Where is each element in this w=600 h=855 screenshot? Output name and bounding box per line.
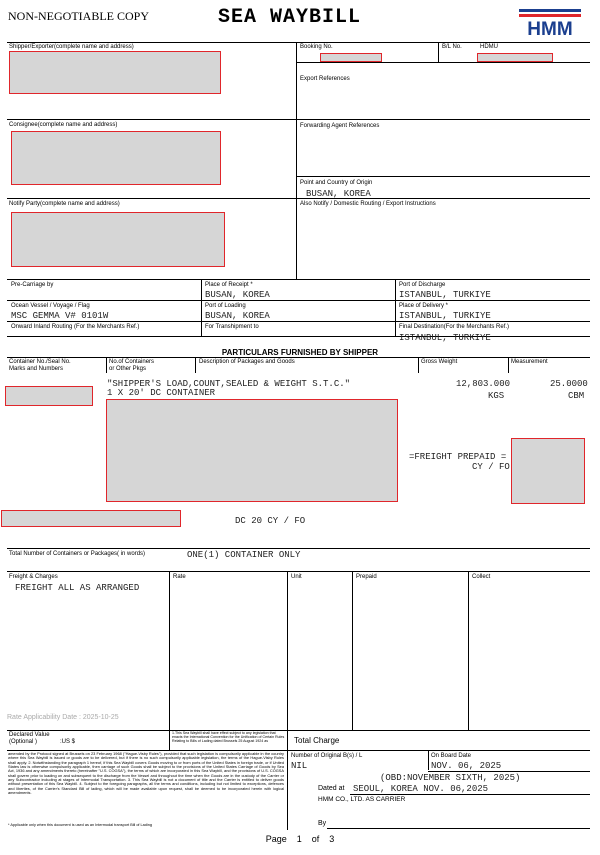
consignee-label: Consignee(complete name and address) [9, 122, 118, 128]
origin-label: Point and Country of Origin [300, 180, 373, 186]
page-label: Page [265, 834, 287, 844]
col-freight-charges-label: Freight & Charges [9, 574, 58, 580]
copy-type: NON-NEGOTIABLE COPY [8, 9, 149, 23]
side-redaction [511, 438, 585, 504]
weight-unit: KGS [488, 391, 505, 401]
col-collect-label: Collect [472, 574, 491, 580]
container-number-redaction [5, 386, 93, 406]
transhipment-label: For Transhipment to [205, 324, 259, 330]
document-title: SEA WAYBILL [218, 6, 362, 29]
freight-prepaid-line-2: CY / FO [472, 462, 510, 472]
col-other-pkgs-label: or Other Pkgs [109, 366, 147, 372]
port-of-discharge-value: ISTANBUL, TURKIYE [399, 290, 491, 300]
col-rate-label: Rate [173, 574, 186, 580]
particulars-heading: PARTICULARS FURNISHED BY SHIPPER [221, 348, 379, 357]
shipper-label: Shipper/Exporter(complete name and address) [9, 44, 134, 50]
col-measurement-label: Measurement [511, 359, 548, 365]
total-charge-label: Total Charge [294, 736, 340, 745]
freight-prepaid-line-1: =FREIGHT PREPAID = [409, 452, 507, 462]
dated-at-value: SEOUL, KOREA NOV. 06,2025 [353, 784, 489, 794]
col-container-label: Container No./Seal No. [9, 359, 71, 365]
bl-number-redaction [477, 53, 553, 62]
on-board-date-words: (OBD:NOVEMBER SIXTH, 2025) [380, 773, 521, 783]
description-line-1: "SHIPPER'S LOAD,COUNT,SEALED & WEIGHT S.T.C." [107, 379, 351, 389]
original-bl-label: Number of Original B(s) / L [291, 753, 363, 759]
col-marks-label: Marks and Numbers [9, 366, 64, 372]
consignee-redaction [11, 131, 221, 185]
col-no-containers-label: No.of Containers [109, 359, 155, 365]
declared-value-label: Declared Value [9, 732, 50, 738]
legal-clause-1: 1.This Sea Waybill shall have effect subject to any legislation that enacts the International Convention for the Unification of Certain Rules Relating to Bills of Lading dated Brussels 25 August 1924 as [172, 731, 285, 744]
final-destination-value: ISTANBUL, TURKIYE [399, 333, 491, 343]
total-containers-label: Total Number of Containers or Packages( in words) [9, 551, 146, 557]
dated-at-label: Dated at [318, 785, 345, 792]
origin-value: BUSAN, KOREA [306, 189, 371, 199]
shipper-redaction [9, 51, 221, 94]
place-of-delivery-value: ISTANBUL, TURKIYE [399, 311, 491, 321]
notify-redaction [11, 212, 225, 267]
also-notify-label: Also Notify / Domestic Routing / Export Instructions [300, 201, 436, 207]
bl-label: B/L No. [442, 44, 462, 50]
hmm-logo-icon [519, 9, 581, 37]
page-total: 3 [329, 834, 335, 844]
legal-clause-text: amended by the Protocol signed at Brussels on 23 February 1968 ("Hague-Visby Rules"), provided that such legislation is compulsorily applicable in the country where this Sea Waybill is issued or goods are to be delivered, but if there is no such compulsorily applicable legislation, the terms of the Hague-Visby Rules shall apply. 2. Notwithstanding the paragraph 1 hereof, if this Sea Waybill covers Goods moving to or from ports of the United States in foreign trade, or if United States law is otherwise compulsorily applicable, then carriage of such Goods shall be subject to the provisions of the United States Carriage of Goods by Sea Act, 1936 and any amendments thereto (hereinafter "U.S. COGSA"), the terms of which are incorporated in this Sea Waybill, and the provisions of U.S. COGSA shall govern prior to loading on and subsequent to the discharge from the Vessel and throughout the time when the Goods are in the custody of the Carrier or any Subcontractor including at stages of Intermodal Transportation. 3. This Sea Waybill is not a document of title and the Carrier is entitled to deliver goods without presentation of this Sea Waybill. 4. Subject to the foregoing paragraphs, all the terms and conditions, including but not limited to exceptions, defences and liberties, of the Carrier's Standard Bill of lading, which will be made available upon request, shall be deemed to be incorporated herein with logical amendments. [8, 752, 284, 796]
col-description-label: Description of Packages and Goods [199, 359, 295, 365]
description-line-2: 1 X 20' DC CONTAINER [107, 388, 216, 398]
bl-prefix: HDMU [480, 44, 498, 50]
booking-number-redaction [320, 53, 382, 62]
export-references-label: Export References [300, 76, 350, 82]
on-board-date-label: On Board Date [431, 753, 472, 759]
vessel-label: Ocean Vessel / Voyage / Flag [11, 303, 90, 309]
gross-weight-value: 12,803.000 [456, 379, 511, 389]
freight-value: FREIGHT ALL AS ARRANGED [15, 583, 140, 593]
logo-text: HMM [527, 19, 573, 37]
declared-optional-label: (Optional ) [9, 739, 38, 745]
vessel-value: MSC GEMMA V# 0101W [11, 311, 109, 321]
place-of-receipt-value: BUSAN, KOREA [205, 290, 270, 300]
col-unit-label: Unit [291, 574, 302, 580]
legal-footnote: * Applicable only when this document is used as an Intermodal transport Bill of Lading [8, 823, 152, 827]
port-of-discharge-label: Port of Discharge [399, 282, 446, 288]
measurement-unit: CBM [568, 391, 585, 401]
measurement-value: 25.0000 [550, 379, 588, 389]
forwarding-agent-label: Forwarding Agent References [300, 123, 380, 129]
carrier-name: HMM CO., LTD. AS CARRIER [318, 796, 406, 803]
col-prepaid-label: Prepaid [356, 574, 377, 580]
declared-currency: :US $ [60, 739, 76, 745]
of-label: of [311, 834, 320, 844]
port-of-loading-label: Port of Loading [205, 303, 246, 309]
booking-label: Booking No. [300, 44, 333, 50]
container-seal-redaction [1, 510, 181, 527]
inland-routing-label: Onward Inland Routing (For the Merchants Ref.) [11, 324, 140, 330]
port-of-loading-value: BUSAN, KOREA [205, 311, 270, 321]
notify-label: Notify Party(complete name and address) [9, 201, 120, 207]
container-summary: DC 20 CY / FO [235, 516, 306, 526]
rate-applicability-date: Rate Applicability Date : 2025-10-25 [7, 714, 119, 721]
place-of-receipt-label: Place of Receipt * [205, 282, 253, 288]
by-label: By [318, 820, 327, 827]
pre-carriage-label: Pre-Carriage by [11, 282, 54, 288]
on-board-date-value: NOV. 06, 2025 [431, 761, 502, 771]
final-destination-label: Final Destination(For the Merchants Ref.) [399, 324, 510, 330]
hmm-logo [519, 9, 581, 37]
total-containers-value: ONE(1) CONTAINER ONLY [187, 550, 301, 560]
page-indicator [0, 834, 600, 844]
goods-description-redaction [106, 399, 398, 502]
place-of-delivery-label: Place of Delivery * [399, 303, 449, 309]
original-bl-value: NIL [291, 761, 308, 771]
page-number: 1 [296, 834, 302, 844]
col-gross-weight-label: Gross Weight [421, 359, 458, 365]
